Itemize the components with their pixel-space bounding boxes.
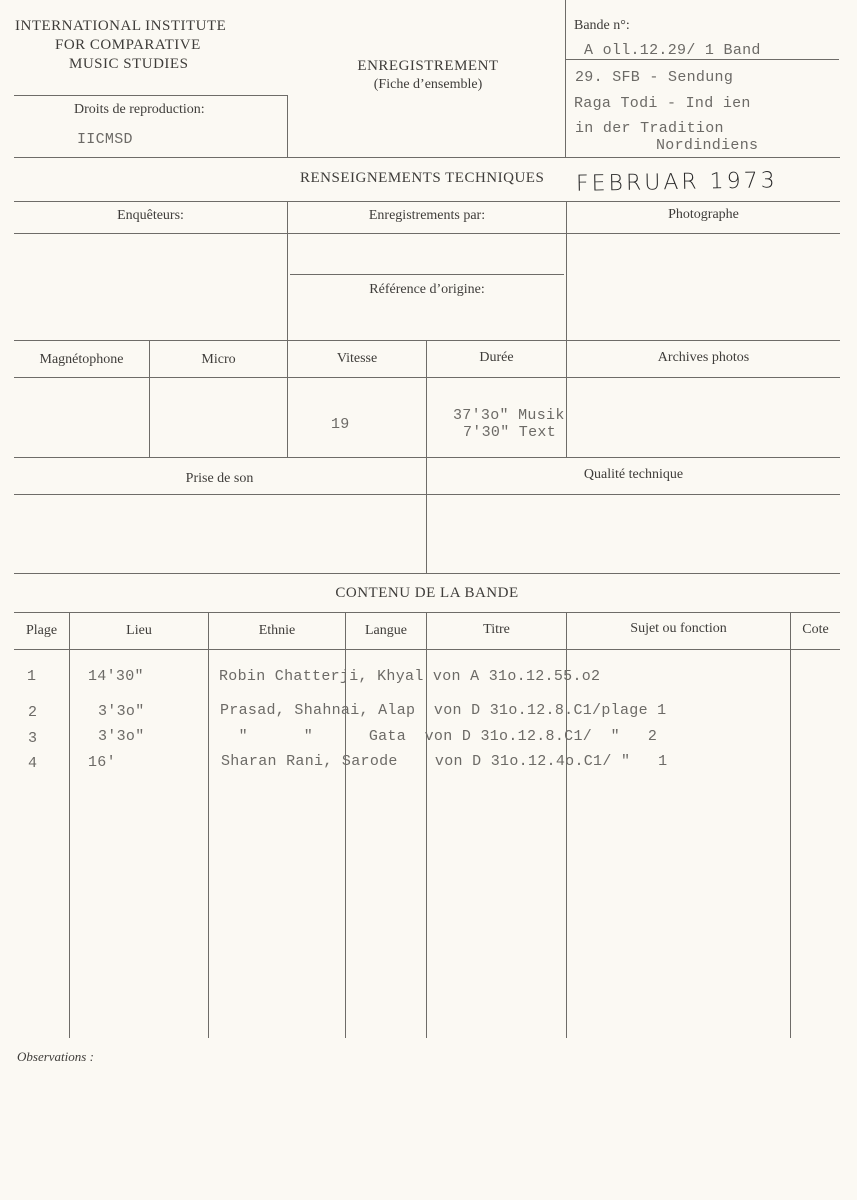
- tech-header-bottom: [14, 233, 840, 234]
- contenu-divider-6: [790, 612, 791, 1038]
- column-ethnie: Ethnie: [258, 623, 296, 638]
- equipment-top-border: [14, 340, 840, 341]
- prise-bottom-border: [14, 573, 840, 574]
- row-4-lieu: 16': [88, 754, 116, 771]
- vitesse-label: Vitesse: [336, 351, 378, 366]
- institute-line-3: MUSIC STUDIES: [69, 56, 189, 72]
- enqueteurs-label: Enquêteurs:: [117, 208, 184, 223]
- column-titre: Titre: [483, 622, 510, 637]
- magnetophone-label: Magnétophone: [39, 352, 124, 367]
- column-lieu: Lieu: [126, 623, 152, 638]
- bande-line-4: Nordindiens: [656, 137, 759, 154]
- tech-top-border: [14, 157, 840, 158]
- row-1-plage: 1: [27, 668, 37, 685]
- duree-label: Durée: [479, 350, 514, 365]
- record-title: ENREGISTREMENT: [357, 58, 499, 74]
- equipment-divider-1: [149, 340, 150, 457]
- row-1-lieu: 14'30": [88, 668, 144, 685]
- equipment-divider-4: [566, 340, 567, 457]
- institute-line-2: FOR COMPARATIVE: [55, 37, 201, 53]
- row-4-plage: 4: [28, 755, 38, 772]
- row-3-plage: 3: [28, 730, 38, 747]
- column-langue: Langue: [365, 623, 407, 638]
- row-3-lieu: 3'3o": [98, 728, 145, 745]
- micro-label: Micro: [201, 352, 236, 367]
- tech-header-top: [14, 201, 840, 202]
- droits-label: Droits de reproduction:: [74, 102, 205, 117]
- observations-label: Observations :: [17, 1049, 94, 1064]
- contenu-divider-2: [208, 612, 209, 1038]
- bande-label: Bande n°:: [574, 18, 630, 33]
- bande-box-divider: [565, 59, 839, 60]
- qualite-label: Qualité technique: [583, 467, 684, 482]
- column-sujet: Sujet ou fonction: [630, 621, 727, 636]
- contenu-header-top: [14, 612, 840, 613]
- row-2-plage: 2: [28, 704, 38, 721]
- prise-top-border: [14, 457, 840, 458]
- column-plage: Plage: [25, 623, 58, 638]
- reference-divider: [290, 274, 564, 275]
- column-cote: Cote: [802, 622, 829, 637]
- row-2-lieu: 3'3o": [98, 703, 145, 720]
- bande-line-3: in der Tradition: [575, 120, 724, 137]
- record-subtitle: (Fiche d’ensemble): [373, 77, 483, 92]
- tech-heading: RENSEIGNEMENTS TECHNIQUES: [300, 170, 545, 186]
- tech-col-divider-2: [566, 201, 567, 340]
- contenu-header-bottom: [14, 649, 840, 650]
- prise-label: Prise de son: [185, 471, 254, 486]
- handwritten-date: FEBRUAR 1973: [575, 168, 778, 197]
- bande-line-2: Raga Todi - Ind ien: [574, 95, 751, 112]
- duree-value-2: 7'30" Text: [463, 424, 557, 441]
- contenu-heading: CONTENU DE LA BANDE: [335, 585, 519, 601]
- institute-line-1: INTERNATIONAL INSTITUTE: [15, 18, 227, 34]
- equipment-header-bottom: [14, 377, 840, 378]
- bande-box-left-border: [565, 0, 566, 157]
- archives-label: Archives photos: [657, 350, 750, 365]
- droits-right-border: [287, 95, 288, 157]
- row-3-text: " " Gata von D 31o.12.8.C1/ " 2: [220, 728, 658, 745]
- reference-label: Référence d’origine:: [369, 282, 485, 297]
- droits-value: IICMSD: [77, 131, 133, 148]
- enregistrements-par-label: Enregistrements par:: [368, 208, 486, 223]
- bande-number: A oll.12.29/ 1 Band: [584, 42, 761, 59]
- vitesse-value: 19: [331, 416, 350, 433]
- bande-line-1: 29. SFB - Sendung: [575, 69, 734, 86]
- row-2-text: Prasad, Shahnai, Alap von D 31o.12.8.C1/plage 1: [220, 702, 667, 719]
- equipment-divider-2: [287, 340, 288, 457]
- row-4-text: Sharan Rani, Sarode von D 31o.12.4o.C1/ " 1: [221, 753, 668, 770]
- droits-top-border: [14, 95, 287, 96]
- tech-col-divider-1: [287, 201, 288, 340]
- photographe-label: Photographe: [668, 207, 739, 222]
- duree-value-1: 37'3o" Musik: [453, 407, 565, 424]
- contenu-divider-1: [69, 612, 70, 1038]
- row-1-text: Robin Chatterji, Khyal von A 31o.12.55.o2: [219, 668, 601, 685]
- prise-header-bottom: [14, 494, 840, 495]
